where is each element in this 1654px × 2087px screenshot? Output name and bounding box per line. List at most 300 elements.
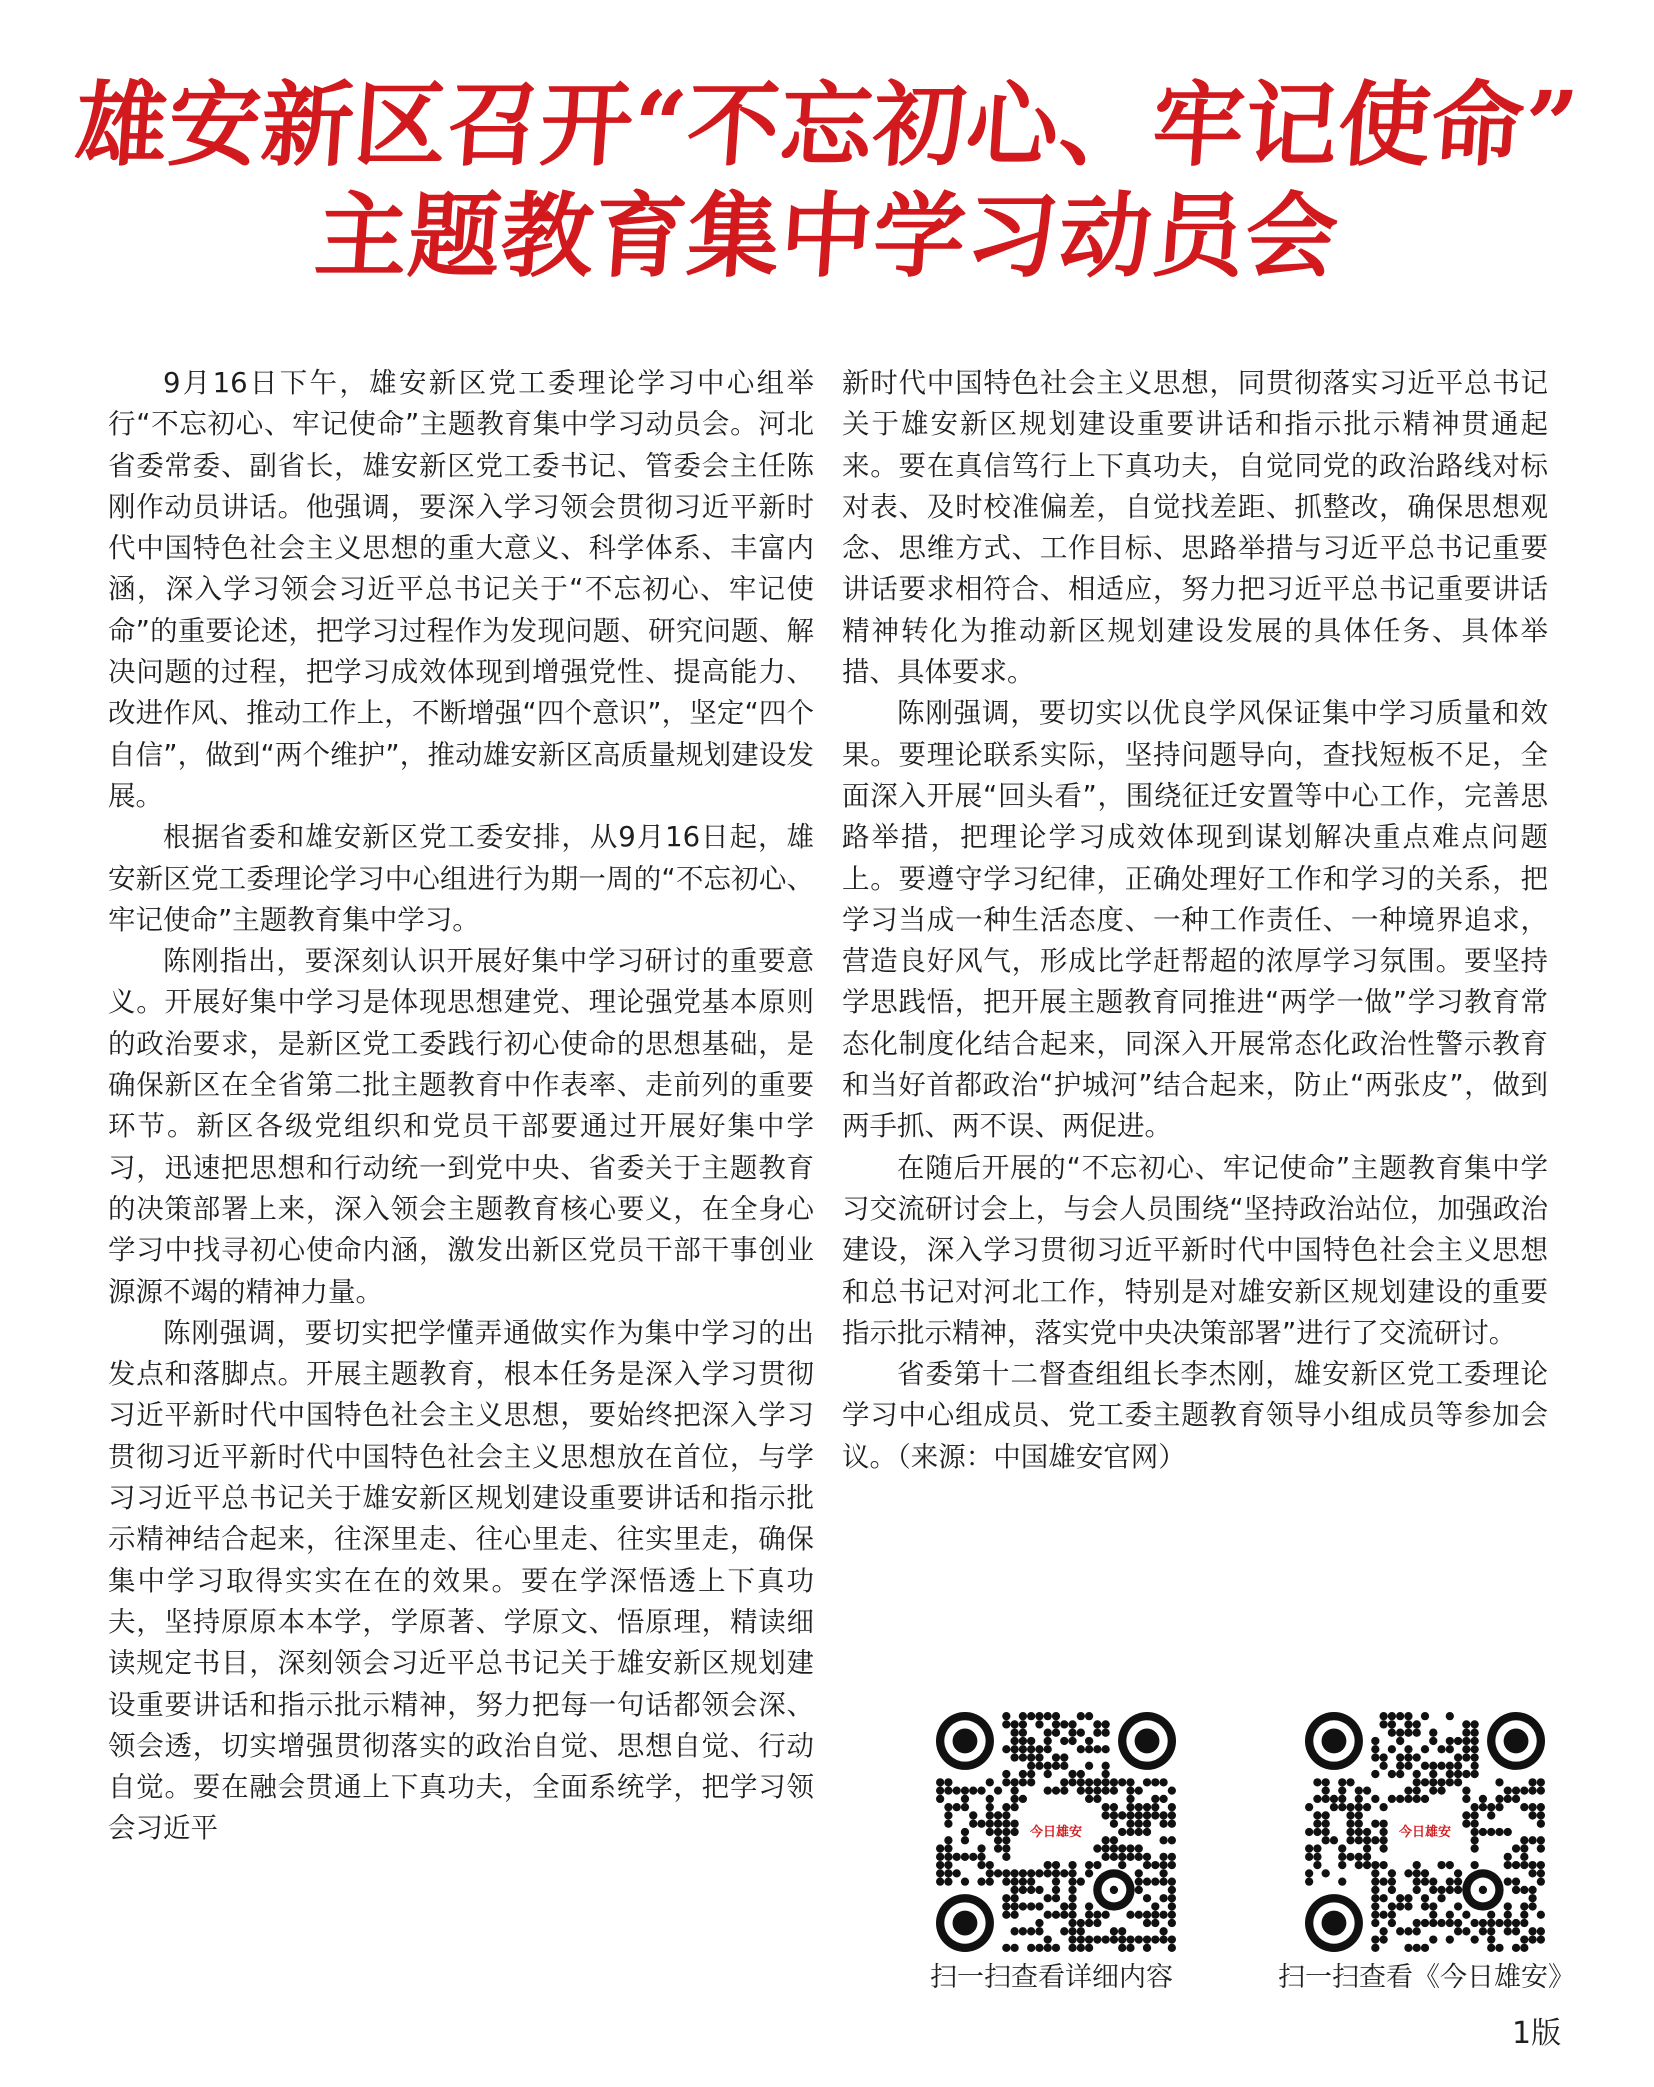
qr-module	[986, 1803, 994, 1811]
qr-module	[1168, 1935, 1176, 1943]
qr-module	[1404, 1927, 1412, 1935]
qr-module	[1537, 1927, 1545, 1935]
qr-module	[1487, 1828, 1495, 1836]
qr-module	[1462, 1770, 1470, 1778]
qr-module	[1512, 1861, 1520, 1869]
qr-module	[1027, 1745, 1035, 1753]
qr-logo-text: 今日雄安	[1398, 1825, 1452, 1841]
qr-module	[1126, 1828, 1134, 1836]
paragraph: 陈刚强调，要切实把学懂弄通做实作为集中学习的出发点和落脚点。开展主题教育，根本任务是深入学习贯彻习近平新时代中国特色社会主义思想，要始终把深入学习贯彻习近平新时代中国特色社会主义思想放在首位，与学习习近平总书记关于雄安新区规划建设重要讲话和指示批示精神结合起来，往深里走、往心里走、往实里走，确保集中学习取得实实在在的效果。要在学深悟透上下真功夫，坚持原原本本学，学原著、学原文、悟原理，精读细读规定书目，深刻领会习近平总书记关于雄安新区规划建设重要讲话和指示批示精神，努力把每一句话都领会深、领会透，切实增强贯彻落实的政治自觉、思想自觉、行动自觉。要在融会贯通上下真功夫，全面系统学，把学习领会习近平	[108, 1316, 814, 1845]
qr-module	[1429, 1778, 1437, 1786]
qr-module	[1462, 1811, 1470, 1819]
qr-logo-text: 今日雄安	[1029, 1825, 1083, 1841]
qr-module	[1413, 1869, 1421, 1877]
qr-module	[1429, 1729, 1437, 1737]
qr-module	[1085, 1778, 1093, 1786]
qr-module	[1446, 1878, 1454, 1886]
qr-module	[1126, 1811, 1134, 1819]
qr-module	[1143, 1944, 1151, 1952]
qr-module	[1413, 1878, 1421, 1886]
qr-module	[977, 1861, 985, 1869]
qr-module	[1068, 1720, 1076, 1728]
qr-module	[1035, 1902, 1043, 1910]
qr-module	[1118, 1944, 1126, 1952]
qr-module	[1454, 1886, 1462, 1894]
qr-module	[1085, 1712, 1093, 1720]
qr-module	[1537, 1820, 1545, 1828]
qr-module	[1143, 1919, 1151, 1927]
qr-module	[1102, 1762, 1110, 1770]
qr-module	[1371, 1836, 1379, 1844]
qr-module	[1421, 1762, 1429, 1770]
qr-module	[1118, 1778, 1126, 1786]
qr-module	[994, 1820, 1002, 1828]
qr-module	[1404, 1902, 1412, 1910]
qr-module	[1413, 1720, 1421, 1728]
qr-module	[1044, 1935, 1052, 1943]
qr-module	[1512, 1844, 1520, 1852]
qr-module	[994, 1869, 1002, 1877]
qr-module	[1479, 1828, 1487, 1836]
qr-module	[1068, 1927, 1076, 1935]
qr-module	[1446, 1737, 1454, 1745]
qr-module	[1437, 1745, 1445, 1753]
qr-module	[944, 1786, 952, 1794]
qr-module	[1035, 1762, 1043, 1770]
qr-module	[1471, 1935, 1479, 1943]
qr-module	[1528, 1902, 1536, 1910]
qr-module	[1322, 1786, 1330, 1794]
qr-module	[1085, 1745, 1093, 1753]
qr-module	[1537, 1811, 1545, 1819]
qr-module	[1454, 1869, 1462, 1877]
qr-module	[1002, 1944, 1010, 1952]
qr-module	[1019, 1778, 1027, 1786]
qr-module	[1396, 1753, 1404, 1761]
qr-module	[1404, 1720, 1412, 1728]
qr-module	[1068, 1911, 1076, 1919]
qr-code-details[interactable]	[936, 1712, 1176, 1952]
qr-module	[1338, 1803, 1346, 1811]
qr-module	[994, 1828, 1002, 1836]
qr-module	[1052, 1911, 1060, 1919]
qr-module	[1135, 1803, 1143, 1811]
qr-module	[1102, 1836, 1110, 1844]
qr-module	[1338, 1853, 1346, 1861]
qr-module	[944, 1778, 952, 1786]
qr-module	[1159, 1935, 1167, 1943]
qr-module	[1413, 1919, 1421, 1927]
qr-module	[1429, 1878, 1437, 1886]
qr-module	[1471, 1820, 1479, 1828]
qr-module	[1077, 1745, 1085, 1753]
qr-module	[1002, 1803, 1010, 1811]
qr-module	[1330, 1803, 1338, 1811]
qr-module	[1035, 1919, 1043, 1927]
qr-module	[1495, 1919, 1503, 1927]
qr-module	[1322, 1820, 1330, 1828]
qr-module	[1504, 1853, 1512, 1861]
qr-module	[1305, 1869, 1313, 1877]
qr-module	[1060, 1911, 1068, 1919]
qr-module	[1396, 1712, 1404, 1720]
qr-module	[1388, 1795, 1396, 1803]
qr-module	[986, 1811, 994, 1819]
qr-module	[1044, 1729, 1052, 1737]
qr-module	[1102, 1911, 1110, 1919]
qr-module	[1168, 1878, 1176, 1886]
qr-module	[1151, 1778, 1159, 1786]
qr-module	[1454, 1762, 1462, 1770]
qr-module	[1068, 1729, 1076, 1737]
qr-module	[1471, 1828, 1479, 1836]
qr-module	[1471, 1861, 1479, 1869]
qr-module	[1396, 1902, 1404, 1910]
qr-module	[1346, 1820, 1354, 1828]
qr-module	[1421, 1902, 1429, 1910]
qr-module	[1052, 1753, 1060, 1761]
qr-module	[1093, 1786, 1101, 1794]
qr-module	[977, 1853, 985, 1861]
qr-module	[1446, 1712, 1454, 1720]
qr-module	[1537, 1935, 1545, 1943]
qr-finder-bottom-left	[1322, 1911, 1347, 1936]
qr-module	[977, 1844, 985, 1852]
qr-module	[1520, 1886, 1528, 1894]
qr-module	[1052, 1729, 1060, 1737]
qr-module	[1168, 1902, 1176, 1910]
qr-module	[1052, 1886, 1060, 1894]
qr-module	[1479, 1927, 1487, 1935]
qr-module	[1027, 1762, 1035, 1770]
qr-module	[986, 1861, 994, 1869]
qr-module	[953, 1853, 961, 1861]
qr-module	[1010, 1803, 1018, 1811]
qr-module	[1421, 1778, 1429, 1786]
qr-module	[1504, 1861, 1512, 1869]
qr-module	[1512, 1878, 1520, 1886]
qr-module	[1010, 1927, 1018, 1935]
qr-module	[1035, 1869, 1043, 1877]
qr-module	[1504, 1927, 1512, 1935]
qr-module	[1379, 1927, 1387, 1935]
qr-module	[1437, 1886, 1445, 1894]
qr-finder-top-right	[1504, 1729, 1529, 1754]
qr-module	[1044, 1745, 1052, 1753]
qr-module	[1371, 1795, 1379, 1803]
qr-module	[1462, 1737, 1470, 1745]
qr-finder-bottom-left	[953, 1911, 978, 1936]
qr-module	[1135, 1844, 1143, 1852]
qr-module	[1462, 1786, 1470, 1794]
qr-module	[1495, 1778, 1503, 1786]
qr-module	[1126, 1803, 1134, 1811]
qr-module	[1355, 1853, 1363, 1861]
qr-module	[1355, 1803, 1363, 1811]
qr-module	[1495, 1795, 1503, 1803]
qr-module	[1462, 1927, 1470, 1935]
qr-module	[1060, 1869, 1068, 1877]
qr-module	[1512, 1927, 1520, 1935]
qr-module	[1388, 1729, 1396, 1737]
qr-module	[1126, 1944, 1134, 1952]
qr-module	[1363, 1861, 1371, 1869]
qr-module	[1413, 1729, 1421, 1737]
qr-module	[1027, 1753, 1035, 1761]
qr-module	[1322, 1778, 1330, 1786]
qr-module	[1143, 1778, 1151, 1786]
qr-module	[1313, 1853, 1321, 1861]
qr-module	[1044, 1786, 1052, 1794]
qr-module	[1305, 1878, 1313, 1886]
qr-module	[986, 1778, 994, 1786]
qr-module	[1462, 1795, 1470, 1803]
qr-module	[1363, 1828, 1371, 1836]
qr-module	[1093, 1778, 1101, 1786]
qr-module	[1102, 1720, 1110, 1728]
qr-module	[1305, 1803, 1313, 1811]
qr-module	[1077, 1778, 1085, 1786]
qr-module	[1338, 1844, 1346, 1852]
qr-module	[1371, 1770, 1379, 1778]
qr-module	[1002, 1712, 1010, 1720]
qr-module	[1471, 1745, 1479, 1753]
qr-module	[1355, 1811, 1363, 1819]
qr-module	[1143, 1828, 1151, 1836]
qr-module	[1135, 1878, 1143, 1886]
paragraph: 省委第十二督查组组长李杰刚，雄安新区党工委理论学习中心组成员、党工委主题教育领导小组成员等参加会议。（来源：中国雄安官网）	[842, 1358, 1548, 1473]
qr-module	[1388, 1886, 1396, 1894]
qr-module	[1528, 1811, 1536, 1819]
qr-module	[1010, 1753, 1018, 1761]
qr-module	[1479, 1803, 1487, 1811]
qr-module	[1437, 1762, 1445, 1770]
qr-module	[1371, 1820, 1379, 1828]
qr-module	[1077, 1944, 1085, 1952]
qr-module	[1002, 1836, 1010, 1844]
qr-module	[1520, 1919, 1528, 1927]
qr-module	[1396, 1795, 1404, 1803]
qr-module	[1044, 1770, 1052, 1778]
qr-module	[1002, 1720, 1010, 1728]
paragraph-continued: 新时代中国特色社会主义思想，同贯彻落实习近平总书记关于雄安新区规划建设重要讲话和指示批示精神贯通起来。要在真信笃行上下真功夫，自觉同党的政治路线对标对表、及时校准偏差，自觉找差距、抓整改，确保思想观念、思维方式、工作目标、思路举措与习近平总书记重要讲话要求相符合、相适应，努力把习近平总书记重要讲话精神转化为推动新区规划建设发展的具体任务、具体举措、具体要求。	[842, 367, 1548, 689]
qr-module	[1421, 1919, 1429, 1927]
qr-module	[1126, 1795, 1134, 1803]
qr-module	[1159, 1894, 1167, 1902]
qr-module	[1346, 1778, 1354, 1786]
qr-module	[1110, 1820, 1118, 1828]
qr-module	[1159, 1795, 1167, 1803]
qr-code-newspaper[interactable]	[1305, 1712, 1545, 1952]
qr-module	[1110, 1786, 1118, 1794]
qr-module	[1168, 1853, 1176, 1861]
qr-module	[969, 1811, 977, 1819]
qr-module	[1118, 1861, 1126, 1869]
qr-module	[1446, 1745, 1454, 1753]
qr-module	[1355, 1795, 1363, 1803]
qr-module	[1044, 1911, 1052, 1919]
qr-module	[1027, 1770, 1035, 1778]
qr-module	[986, 1828, 994, 1836]
qr-module	[1454, 1753, 1462, 1761]
headline	[0, 70, 1654, 292]
qr-module	[1035, 1886, 1043, 1894]
qr-module	[1110, 1844, 1118, 1852]
qr-module	[1052, 1720, 1060, 1728]
qr-module	[944, 1878, 952, 1886]
qr-module	[1379, 1803, 1387, 1811]
qr-module	[961, 1878, 969, 1886]
qr-module	[986, 1795, 994, 1803]
qr-module	[1126, 1820, 1134, 1828]
qr-module	[1102, 1770, 1110, 1778]
qr-module	[1471, 1811, 1479, 1819]
qr-module	[1085, 1935, 1093, 1943]
qr-module	[1159, 1853, 1167, 1861]
qr-module	[1313, 1828, 1321, 1836]
qr-finder-top-right	[1135, 1729, 1160, 1754]
qr-module	[1454, 1737, 1462, 1745]
qr-module	[1388, 1720, 1396, 1728]
qr-module	[1035, 1753, 1043, 1761]
qr-module	[1085, 1869, 1093, 1877]
qr-finder-top-left	[1322, 1729, 1347, 1754]
qr-module	[1118, 1853, 1126, 1861]
qr-module	[1019, 1869, 1027, 1877]
qr-module	[1126, 1911, 1134, 1919]
qr-module	[1471, 1919, 1479, 1927]
qr-module	[944, 1853, 952, 1861]
qr-module	[1019, 1753, 1027, 1761]
qr-module	[1027, 1712, 1035, 1720]
qr-module	[1077, 1712, 1085, 1720]
qr-module	[1479, 1919, 1487, 1927]
qr-module	[1454, 1927, 1462, 1935]
qr-module	[1413, 1753, 1421, 1761]
qr-module	[1085, 1737, 1093, 1745]
qr-module	[1404, 1795, 1412, 1803]
qr-module	[1363, 1786, 1371, 1794]
qr-module	[1487, 1911, 1495, 1919]
qr-module	[1010, 1745, 1018, 1753]
qr-module	[1052, 1878, 1060, 1886]
qr-module	[1085, 1786, 1093, 1794]
qr-module	[1035, 1720, 1043, 1728]
qr-module	[1027, 1878, 1035, 1886]
qr-module	[936, 1795, 944, 1803]
qr-module	[1355, 1828, 1363, 1836]
qr-module	[1446, 1935, 1454, 1943]
qr-module	[1338, 1878, 1346, 1886]
qr-module	[1010, 1720, 1018, 1728]
qr-module	[1429, 1737, 1437, 1745]
qr-module	[1512, 1786, 1520, 1794]
qr-module	[1520, 1944, 1528, 1952]
qr-module	[1379, 1878, 1387, 1886]
qr-module	[1305, 1828, 1313, 1836]
qr-module	[1135, 1786, 1143, 1794]
qr-module	[1102, 1778, 1110, 1786]
qr-module	[1379, 1820, 1387, 1828]
qr-module	[1487, 1944, 1495, 1952]
qr-module	[1151, 1795, 1159, 1803]
qr-module	[969, 1853, 977, 1861]
qr-module	[1429, 1886, 1437, 1894]
qr-module	[1044, 1944, 1052, 1952]
qr-module	[1520, 1786, 1528, 1794]
qr-module	[1404, 1869, 1412, 1877]
qr-module	[1085, 1795, 1093, 1803]
qr-module	[1487, 1811, 1495, 1819]
qr-module	[1471, 1844, 1479, 1852]
qr-module	[1528, 1927, 1536, 1935]
qr-module	[1454, 1902, 1462, 1910]
qr-module	[936, 1844, 944, 1852]
qr-module	[1102, 1729, 1110, 1737]
qr-module	[1077, 1878, 1085, 1886]
qr-module	[1462, 1729, 1470, 1737]
qr-module	[1068, 1861, 1076, 1869]
qr-module	[1322, 1828, 1330, 1836]
qr-module	[1454, 1878, 1462, 1886]
qr-module	[944, 1820, 952, 1828]
qr-module	[1537, 1836, 1545, 1844]
qr-module	[1346, 1828, 1354, 1836]
qr-module	[1396, 1770, 1404, 1778]
qr-module	[1404, 1762, 1412, 1770]
qr-module	[1085, 1902, 1093, 1910]
qr-module	[1520, 1911, 1528, 1919]
qr-module	[1495, 1828, 1503, 1836]
qr-module	[1044, 1737, 1052, 1745]
qr-module	[986, 1878, 994, 1886]
qr-module	[1027, 1944, 1035, 1952]
qr-module	[1143, 1803, 1151, 1811]
qr-module	[1305, 1844, 1313, 1852]
qr-module	[1159, 1869, 1167, 1877]
qr-module	[1429, 1762, 1437, 1770]
qr-module	[1093, 1745, 1101, 1753]
qr-module	[1085, 1911, 1093, 1919]
qr-module	[1102, 1811, 1110, 1819]
qr-module	[1371, 1861, 1379, 1869]
qr-module	[1143, 1911, 1151, 1919]
qr-module	[1110, 1836, 1118, 1844]
qr-module	[1504, 1878, 1512, 1886]
qr-module	[1313, 1861, 1321, 1869]
qr-module	[1413, 1770, 1421, 1778]
qr-module	[1027, 1778, 1035, 1786]
qr-module	[1168, 1803, 1176, 1811]
qr-module	[1002, 1778, 1010, 1786]
qr-module	[1379, 1861, 1387, 1869]
qr-module	[1421, 1869, 1429, 1877]
qr-module	[1371, 1886, 1379, 1894]
qr-module	[1135, 1820, 1143, 1828]
qr-module	[1159, 1820, 1167, 1828]
qr-module	[1068, 1894, 1076, 1902]
paragraph: 根据省委和雄安新区党工委安排，从9月16日起，雄安新区党工委理论学习中心组进行为期一周的“不忘初心、牢记使命”主题教育集中学习。	[108, 821, 814, 936]
qr-module	[1504, 1902, 1512, 1910]
qr-module	[953, 1869, 961, 1877]
qr-module	[1404, 1894, 1412, 1902]
qr-module	[1413, 1927, 1421, 1935]
qr-module	[1404, 1729, 1412, 1737]
qr-module	[1504, 1786, 1512, 1794]
qr-module	[1421, 1795, 1429, 1803]
qr-module	[1159, 1927, 1167, 1935]
qr-module	[944, 1811, 952, 1819]
